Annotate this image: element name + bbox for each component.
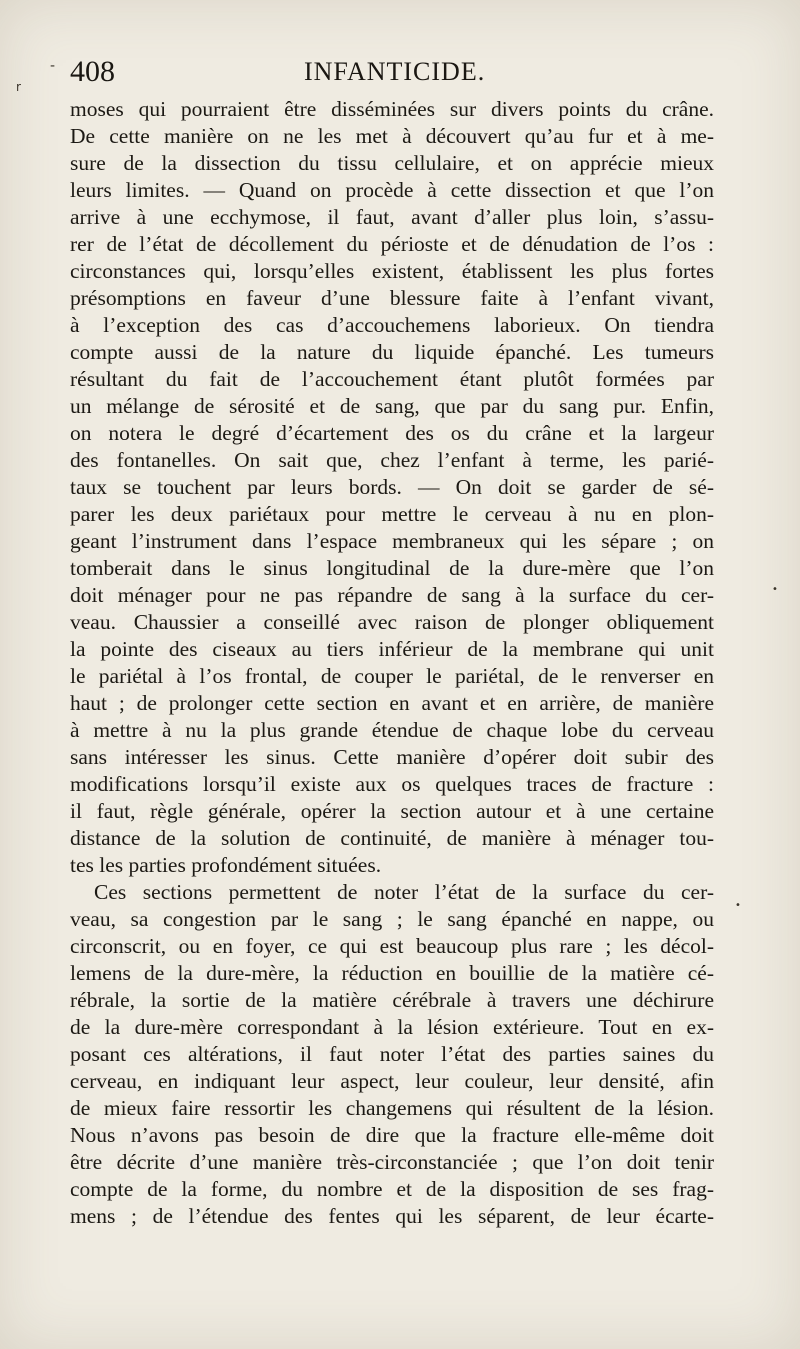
text-line: la pointe des ciseaux au tiers inférieur de la membrane qui unit (70, 637, 714, 661)
text-line: rer de l’état de décollement du périoste et de dénudation de l’os : (70, 232, 714, 256)
text-line: modifications lorsqu’il existe aux os quelques traces de fracture : (70, 772, 714, 796)
text-line: Nous n’avons pas besoin de dire que la fracture elle-même doit (70, 1123, 714, 1147)
paragraph-end-line: tes les parties profondément situées. (70, 853, 382, 877)
text-line: leurs limites. — Quand on procède à cette dissection et que l’on (70, 178, 714, 202)
text-line: il faut, règle générale, opérer la section autour et à une certaine (70, 799, 714, 823)
text-line: de la dure-mère correspondant à la lésion extérieure. Tout en ex- (70, 1015, 714, 1039)
text-line: circonstances qui, lorsqu’elles existent, établissent les plus fortes (70, 259, 714, 283)
text-line: compte de la forme, du nombre et de la disposition de ses frag- (70, 1177, 714, 1201)
text-line: de mieux faire ressortir les changemens qui résultent de la lésion. (70, 1096, 714, 1120)
text-line: taux se touchent par leurs bords. — On doit se garder de sé- (70, 475, 714, 499)
text-line: sure de la dissection du tissu cellulaire, et on apprécie mieux (70, 151, 714, 175)
page-header (70, 52, 720, 92)
text-line: lemens de la dure-mère, la réduction en bouillie de la matière cé- (70, 961, 714, 985)
text-line: moses qui pourraient être disséminées sur divers points du crâne. (70, 97, 714, 121)
margin-mark: • (735, 900, 741, 911)
text-line: présomptions en faveur d’une blessure faite à l’enfant vivant, (70, 286, 714, 310)
text-line: posant ces altérations, il faut noter l’état des parties saines du (70, 1042, 714, 1066)
text-line: circonscrit, ou en foyer, ce qui est beaucoup plus rare ; les décol- (70, 934, 714, 958)
text-line: geant l’instrument dans l’espace membraneux qui les sépare ; on (70, 529, 714, 553)
text-line: arrive à une ecchymose, il faut, avant d’aller plus loin, s’assu- (70, 205, 714, 229)
margin-mark: • (772, 584, 778, 595)
paragraph-start-line: Ces sections permettent de noter l’état de la surface du cer- (94, 880, 714, 904)
text-line: être décrite d’une manière très-circonstanciée ; que l’on doit tenir (70, 1150, 714, 1174)
text-line: veau. Chaussier a conseillé avec raison de plonger obliquement (70, 610, 714, 634)
margin-mark: - (50, 58, 56, 74)
text-line: distance de la solution de continuité, de manière à ménager tou- (70, 826, 714, 850)
text-line: le pariétal à l’os frontal, de couper le pariétal, de le renverser en (70, 664, 714, 688)
text-line: tomberait dans le sinus longitudinal de la dure-mère que l’on (70, 556, 714, 580)
text-line: résultant du fait de l’accouchement étant plutôt formées par (70, 367, 714, 391)
text-line: à l’exception des cas d’accouchemens laborieux. On tiendra (70, 313, 714, 337)
text-line: cerveau, en indiquant leur aspect, leur couleur, leur densité, afin (70, 1069, 714, 1093)
text-line: compte aussi de la nature du liquide épanché. Les tumeurs (70, 340, 714, 364)
text-line: à mettre à nu la plus grande étendue de chaque lobe du cerveau (70, 718, 714, 742)
margin-mark: r (16, 80, 21, 94)
text-line: des fontanelles. On sait que, chez l’enfant à terme, les parié- (70, 448, 714, 472)
text-line: veau, sa congestion par le sang ; le sang épanché en nappe, ou (70, 907, 714, 931)
text-line: rébrale, la sortie de la matière cérébrale à travers une déchirure (70, 988, 714, 1012)
page-number: 408 (70, 55, 115, 88)
text-line: un mélange de sérosité et de sang, que par du sang pur. Enfin, (70, 394, 714, 418)
text-line: De cette manière on ne les met à découvert qu’au fur et à me- (70, 124, 714, 148)
text-line: parer les deux pariétaux pour mettre le cerveau à nu en plon- (70, 502, 714, 526)
text-line: on notera le degré d’écartement des os du crâne et la largeur (70, 421, 714, 445)
body-text (70, 96, 714, 1230)
running-title: INFANTICIDE. (304, 57, 486, 86)
text-line: doit ménager pour ne pas répandre de sang à la surface du cer- (70, 583, 714, 607)
text-line: mens ; de l’étendue des fentes qui les séparent, de leur écarte- (70, 1204, 714, 1228)
text-line: sans intéresser les sinus. Cette manière d’opérer doit subir des (70, 745, 714, 769)
text-line: haut ; de prolonger cette section en avant et en arrière, de manière (70, 691, 714, 715)
